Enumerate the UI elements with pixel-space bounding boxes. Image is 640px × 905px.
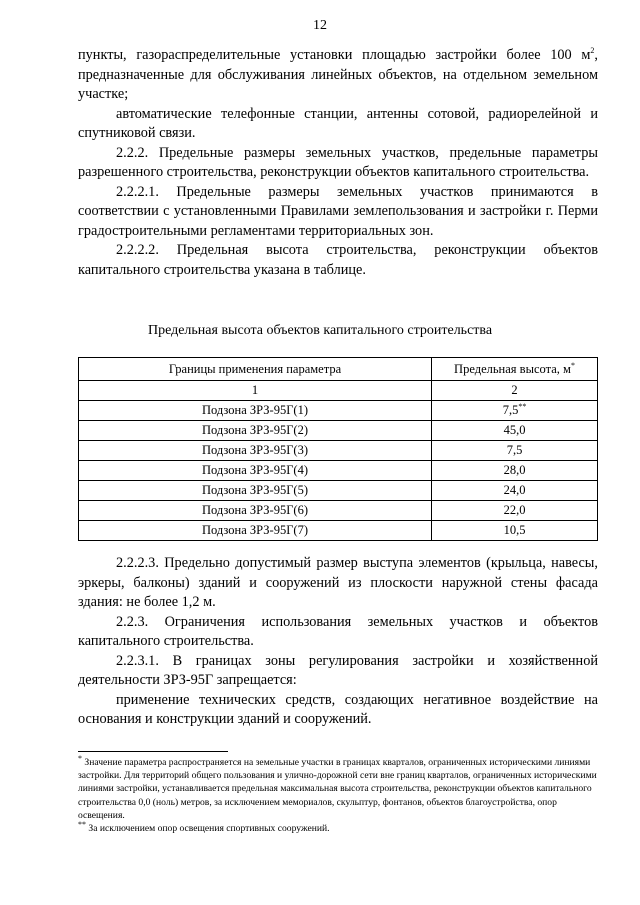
numbering-col1: 1 (79, 381, 432, 401)
zone-cell: Подзона ЗРЗ-95Г(2) (79, 421, 432, 441)
height-cell: 24,0 (432, 481, 598, 501)
paragraph-5: 2.2.2.2. Предельная высота строительства, реконструкции объектов капитального строительства указана в таблице. (78, 242, 598, 278)
body-text-bottom (78, 554, 598, 730)
height-cell: 7,5 (432, 441, 598, 461)
zone-cell: Подзона ЗРЗ-95Г(3) (79, 441, 432, 461)
table-title: Предельная высота объектов капитального строительства (147, 323, 493, 338)
header-boundaries: Границы применения параметра (79, 358, 432, 381)
height-cell: 45,0 (432, 421, 598, 441)
table-row (79, 421, 598, 441)
paragraph-7: 2.2.3. Ограничения использования земельных участков и объектов капитального строительства. (78, 613, 598, 649)
zone-cell: Подзона ЗРЗ-95Г(1) (79, 401, 432, 421)
height-table (78, 357, 598, 541)
table-row (79, 461, 598, 481)
table-numbering-row (79, 381, 598, 401)
table-header-row (79, 358, 598, 381)
table-row (79, 501, 598, 521)
paragraph-1: пункты, газораспределительные установки площадью застройки более 100 $м^2$, предназначенные для обслуживания линейных объектов, на отдельном земельном участке; (78, 46, 598, 102)
height-cell: 28,0 (432, 461, 598, 481)
header-max-height: Предельная высота, м* (432, 358, 598, 381)
zone-cell: Подзона ЗРЗ-95Г(5) (79, 481, 432, 501)
table-row (79, 521, 598, 541)
height-cell: 22,0 (432, 501, 598, 521)
table-row (79, 441, 598, 461)
paragraph-8: 2.2.3.1. В границах зоны регулирования застройки и хозяйственной деятельности ЗРЗ-95Г запрещается: (78, 652, 598, 688)
footnotes (78, 753, 598, 835)
zone-cell: Подзона ЗРЗ-95Г(7) (79, 521, 432, 541)
paragraph-6: 2.2.2.3. Предельно допустимый размер выступа элементов (крыльца, навесы, эркеры, балконы) зданий и сооружений из плоскости наружной стены фасада здания: не более 1,2 м. (78, 555, 598, 610)
zone-cell: Подзона ЗРЗ-95Г(6) (79, 501, 432, 521)
paragraph-2: автоматические телефонные станции, антенны сотовой, радиорелейной и спутниковой связи. (78, 105, 598, 141)
table-row (79, 401, 598, 421)
paragraph-4: 2.2.2.1. Предельные размеры земельных участков принимаются в соответствии с установленными Правилами землепользования и застройки г. Перми градостроительными регламентами территориальных зон. (78, 183, 598, 239)
footnote-2: ** За исключением опор освещения спортивных сооружений. (78, 819, 330, 835)
body-text-top (78, 46, 598, 280)
page-number: 12 (313, 18, 327, 33)
height-cell: 10,5 (432, 521, 598, 541)
footnote-1: * Значение параметра распространяется на земельные участки в границах кварталов, ограниченных историческими линиями застройки. Для территорий общего пользования и улично-дорожной сети вне границ кварталов, ограниченных историческими линиями застройки, устанавливается предельная максимальная высота строительства, реконструкции объектов капитального строительства 0,0 (ноль) метров, за исключением мемориалов, скульптур, фонтанов, объектов благоустройства, опор освещения. (78, 753, 597, 821)
numbering-col2: 2 (432, 381, 598, 401)
zone-cell: Подзона ЗРЗ-95Г(4) (79, 461, 432, 481)
footnote-separator (78, 751, 228, 752)
height-cell: 7,5** (432, 401, 598, 421)
paragraph-9: применение технических средств, создающих негативное воздействие на основания и конструкции зданий и сооружений. (78, 691, 598, 727)
paragraph-3: 2.2.2. Предельные размеры земельных участков, предельные параметры разрешенного строительства, реконструкции объектов капитального строительства. (78, 144, 598, 180)
table-row (79, 481, 598, 501)
